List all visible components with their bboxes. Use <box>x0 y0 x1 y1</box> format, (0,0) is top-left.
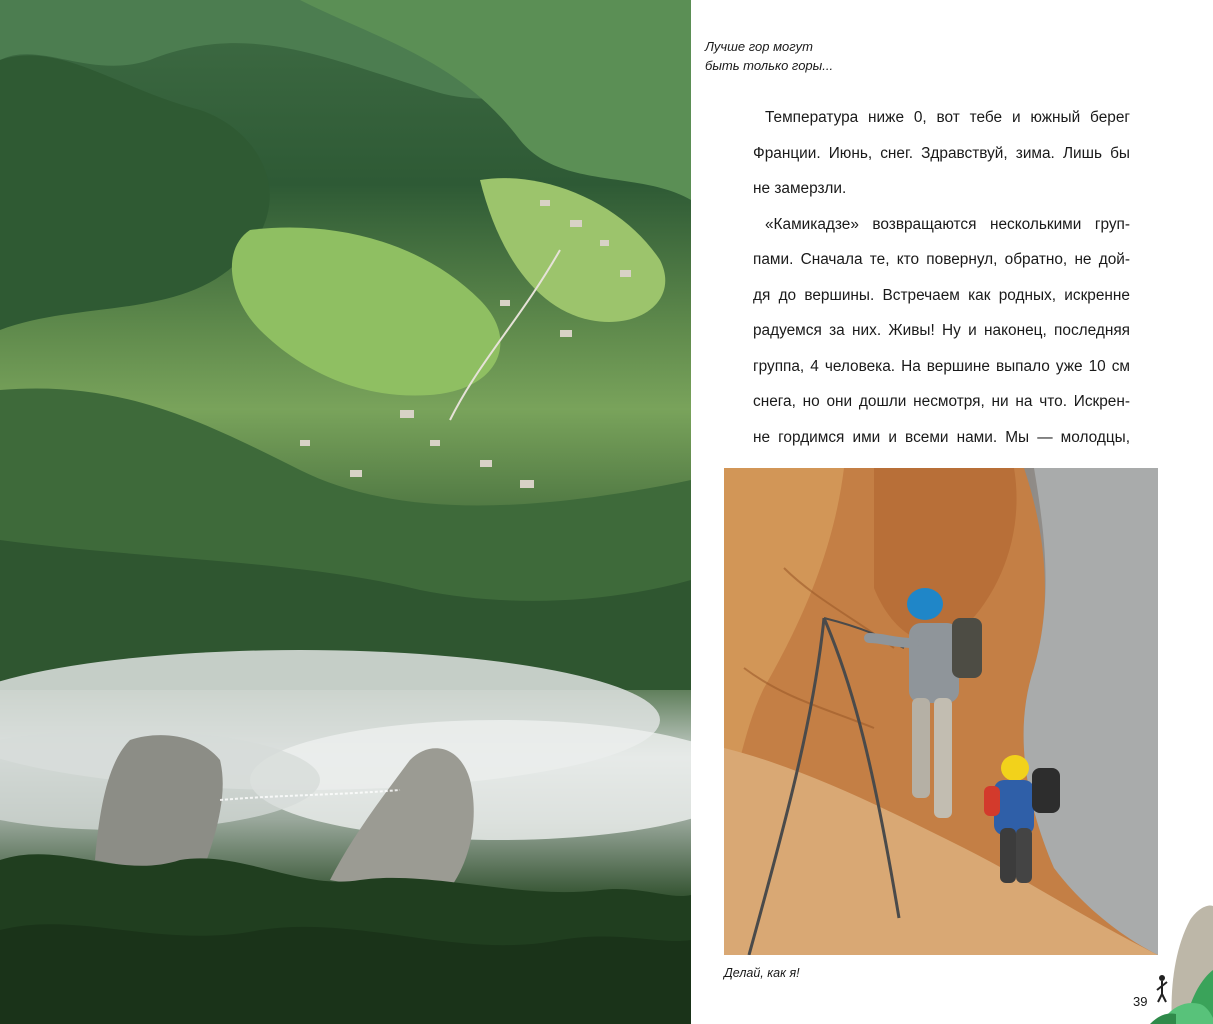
climbers-illustration <box>724 468 1158 955</box>
text-line: дя до вершины. Встречаем как родных, искренне <box>753 286 1130 304</box>
epigraph-line: быть только горы... <box>705 58 834 73</box>
text-line: группа, 4 человека. На вершине выпало уже 10 см <box>753 357 1130 375</box>
epigraph <box>705 37 833 75</box>
text-line: Температура ниже 0, вот тебе и южный берег <box>765 109 1130 126</box>
climbers-photo <box>724 468 1158 955</box>
text-line: Франции. Июнь, снег. Здравствуй, зима. Лишь бы <box>753 144 1130 162</box>
text-line: радуемся за них. Живы! Ну и наконец, последняя <box>753 322 1130 339</box>
page-number: 39 <box>1133 994 1148 1009</box>
body-text <box>753 100 1130 455</box>
text-line: не замерзли. <box>753 180 847 197</box>
photo-caption: Делай, как я! <box>724 966 800 980</box>
text-line: не гордимся ими и всеми нами. Мы — молодцы, <box>753 428 1130 446</box>
corner-mountain-illustration <box>1150 900 1213 1024</box>
text-line: пами. Сначала те, кто повернул, обратно, не дой- <box>753 251 1130 268</box>
text-line: «Камикадзе» возвращаются несколькими груп- <box>765 215 1130 233</box>
epigraph-line: Лучше гор могут <box>705 39 813 54</box>
text-line: снега, но они дошли несмотря, ни на что. Искрен- <box>753 393 1130 410</box>
